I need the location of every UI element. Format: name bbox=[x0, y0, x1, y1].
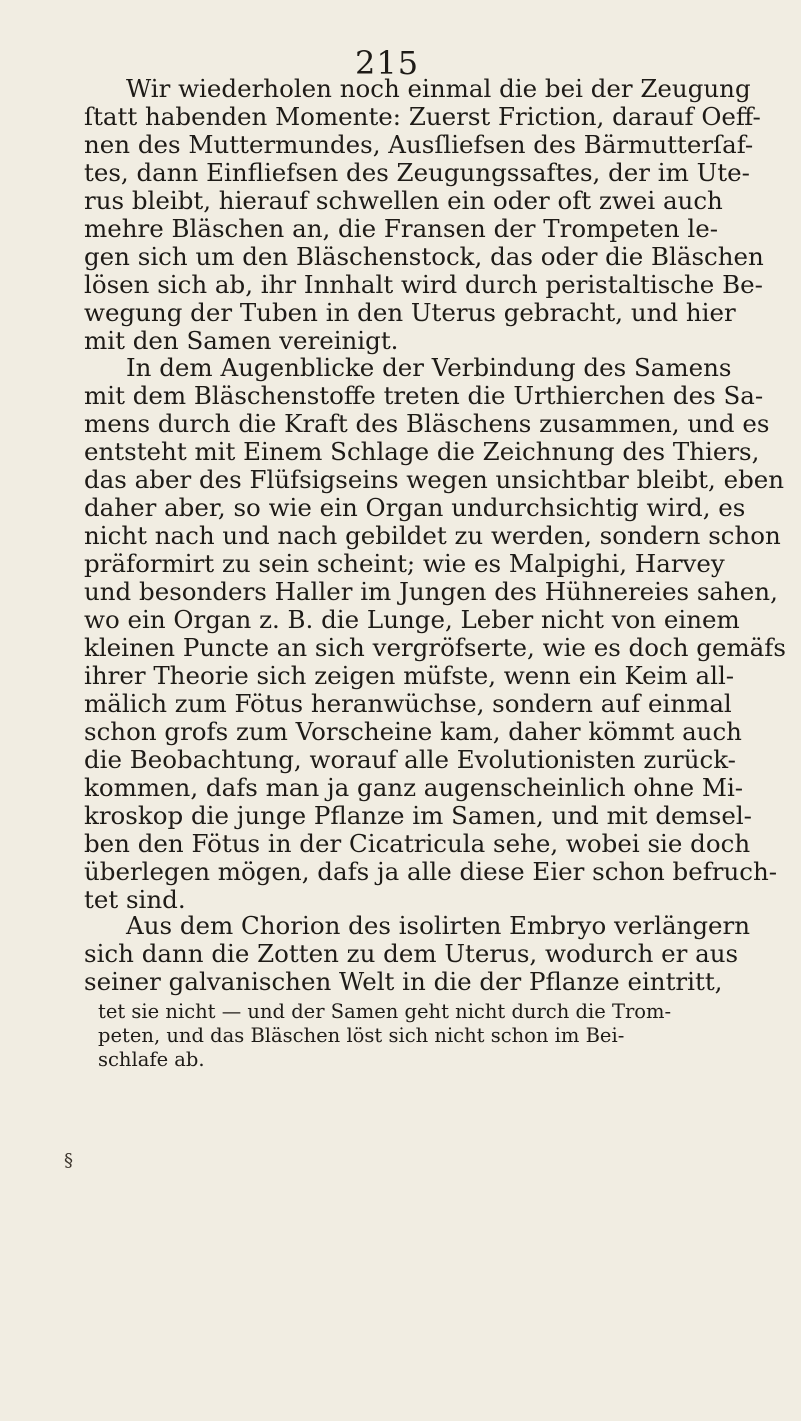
text-line: die Beobachtung, worauf alle Evolutionisten zurück- bbox=[84, 745, 736, 774]
text-line: ihrer Theorie sich zeigen müfste, wenn ein Keim all- bbox=[84, 661, 735, 690]
text-line: rus bleibt, hierauf schwellen ein oder oft zwei auch bbox=[84, 186, 723, 215]
text-line: In dem Augenblicke der Verbindung des Samens bbox=[126, 353, 732, 382]
text-line: das aber des Flüfsigseins wegen unsichtbar bleibt, eben bbox=[84, 465, 785, 494]
text-line: schon grofs zum Vorscheine kam, daher kömmt auch bbox=[84, 717, 742, 746]
text-line: präformirt zu sein scheint; wie es Malpighi, Harvey bbox=[84, 549, 725, 578]
text-line: kroskop die junge Pflanze im Samen, und mit demsel- bbox=[84, 801, 752, 830]
text-line: mehre Bläschen an, die Fransen der Trompeten le- bbox=[84, 214, 719, 243]
text-line: wo ein Organ z. B. die Lunge, Leber nicht von einem bbox=[84, 605, 740, 634]
text-line: ſtatt habenden Momente: Zuerst Friction, darauf Oeff- bbox=[84, 102, 761, 131]
text-line: tet sind. bbox=[84, 885, 186, 914]
text-line: mens durch die Kraft des Bläschens zusammen, und es bbox=[84, 409, 770, 438]
footnote-line: schlafe ab. bbox=[98, 1048, 205, 1071]
text-line: nicht nach und nach gebildet zu werden, sondern schon bbox=[84, 521, 781, 550]
text-line: seiner galvanischen Welt in die der Pflanze eintritt, bbox=[84, 967, 723, 996]
text-line: mälich zum Fötus heranwüchse, sondern auf einmal bbox=[84, 689, 732, 718]
text-line: nen des Muttermundes, Ausſliefsen des Bärmutterſaf- bbox=[84, 130, 754, 159]
text-line: kleinen Puncte an sich vergröfserte, wie es doch gemäfs bbox=[84, 633, 786, 662]
text-line: wegung der Tuben in den Uterus gebracht, und hier bbox=[84, 298, 736, 327]
margin-mark: § bbox=[64, 1150, 73, 1171]
footnote-line: peten, und das Bläschen löst sich nicht schon im Bei- bbox=[98, 1024, 625, 1047]
text-line: mit den Samen vereinigt. bbox=[84, 326, 399, 355]
text-line: und besonders Haller im Jungen des Hühnereies sahen, bbox=[84, 577, 778, 606]
page-number: 215 bbox=[355, 44, 420, 82]
text-line: entsteht mit Einem Schlage die Zeichnung des Thiers, bbox=[84, 437, 760, 466]
text-line: Aus dem Chorion des isolirten Embryo verlängern bbox=[126, 911, 751, 940]
text-line: kommen, dafs man ja ganz augenscheinlich ohne Mi- bbox=[84, 773, 744, 802]
text-line: tes, dann Einfliefsen des Zeugungssaftes, der im Ute- bbox=[84, 158, 750, 187]
text-line: mit dem Bläschenstoffe treten die Urthierchen des Sa- bbox=[84, 381, 764, 410]
text-line: sich dann die Zotten zu dem Uterus, wodurch er aus bbox=[84, 939, 739, 968]
text-line: gen sich um den Bläschenstock, das oder die Bläschen bbox=[84, 242, 764, 271]
text-line: ben den Fötus in der Cicatricula sehe, wobei sie doch bbox=[84, 829, 751, 858]
text-line: Wir wiederholen noch einmal die bei der Zeugung bbox=[126, 74, 751, 103]
text-line: lösen sich ab, ihr Innhalt wird durch peristaltische Be- bbox=[84, 270, 763, 299]
footnote-line: tet sie nicht — und der Samen geht nicht durch die Trom- bbox=[98, 1000, 672, 1023]
text-line: überlegen mögen, dafs ja alle diese Eier schon befruch- bbox=[84, 857, 778, 886]
text-line: daher aber, so wie ein Organ undurchsichtig wird, es bbox=[84, 493, 746, 522]
